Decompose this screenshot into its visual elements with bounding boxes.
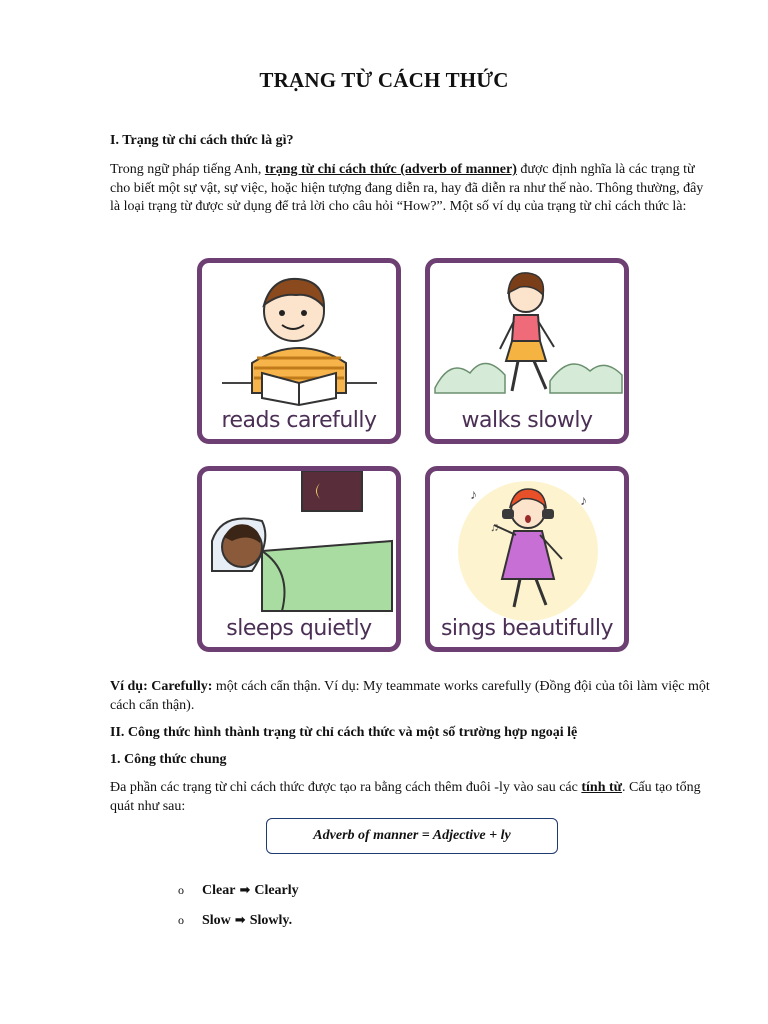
- formula-intro-start: Đa phần các trạng từ chỉ cách thức được tạo ra bằng cách thêm đuôi -ly vào sau các: [110, 780, 582, 795]
- svg-text:♪: ♪: [470, 488, 477, 503]
- example-label: Ví dụ: Carefully:: [110, 679, 213, 694]
- bullet-adverb: Clearly: [254, 883, 299, 898]
- svg-text:♫: ♫: [490, 520, 499, 534]
- caption-sings-beautifully: sings beautifully: [440, 616, 614, 641]
- section1-heading: I. Trạng từ chỉ cách thức là gì?: [110, 133, 294, 148]
- example-paragraph: [110, 678, 716, 715]
- bullet-adverb: Slowly.: [249, 913, 293, 928]
- formula-text: Adverb of manner = Adjective + ly: [313, 828, 511, 843]
- arrow-icon: ➡: [234, 913, 246, 928]
- caption-walks-slowly: walks slowly: [461, 408, 593, 433]
- illustration-reads-carefully: [197, 258, 401, 444]
- caption-reads-carefully: reads carefully: [221, 408, 377, 433]
- illustration-sleeps-quietly: [197, 466, 401, 652]
- arrow-icon: ➡: [239, 883, 251, 898]
- section2-paragraph: [110, 779, 716, 816]
- term-adverb-of-manner: trạng từ chỉ cách thức (adverb of manner): [264, 162, 517, 177]
- bullet-marker: o: [178, 913, 184, 927]
- intro-text-end: được định nghĩa là các trạng từ cho biết một sự vật, sự việc, hoặc hiện tượng đang diễn ra, hay đã diễn ra như thế nào. Thông thường, đây là loại trạng từ được sử dụng để trả lời cho câu hỏi “How?”. Một số ví dụ của trạng từ chỉ cách thức là:: [110, 162, 704, 214]
- caption-sleeps-quietly: sleeps quietly: [226, 616, 372, 641]
- term-tinh-tu: tính từ: [581, 780, 623, 795]
- intro-text-start: Trong ngữ pháp tiếng Anh,: [110, 162, 265, 177]
- bullet-clear: [178, 883, 299, 899]
- section2-subheading: 1. Công thức chung: [110, 752, 227, 767]
- section2-heading: II. Công thức hình thành trạng từ chỉ cách thức và một số trường hợp ngoại lệ: [110, 725, 578, 740]
- svg-text:♪: ♪: [580, 494, 587, 509]
- formula-box: [266, 818, 558, 854]
- bullet-adjective: Slow: [202, 913, 231, 928]
- illustration-sings-beautifully: [425, 466, 629, 652]
- example-text: một cách cẩn thận. Ví dụ: My teammate works carefully (Đồng đội của tôi làm việc một cách cẩn thận).: [110, 679, 710, 713]
- bullet-marker: o: [178, 883, 184, 897]
- bullet-slow: [178, 913, 292, 929]
- illustration-walks-slowly: [425, 258, 629, 444]
- page-title: TRẠNG TỪ CÁCH THỨC: [259, 68, 509, 92]
- section1-paragraph: [110, 161, 716, 217]
- formula-intro-end: . Cấu tạo tổng quát như sau:: [110, 780, 701, 814]
- bullet-adjective: Clear: [202, 883, 236, 898]
